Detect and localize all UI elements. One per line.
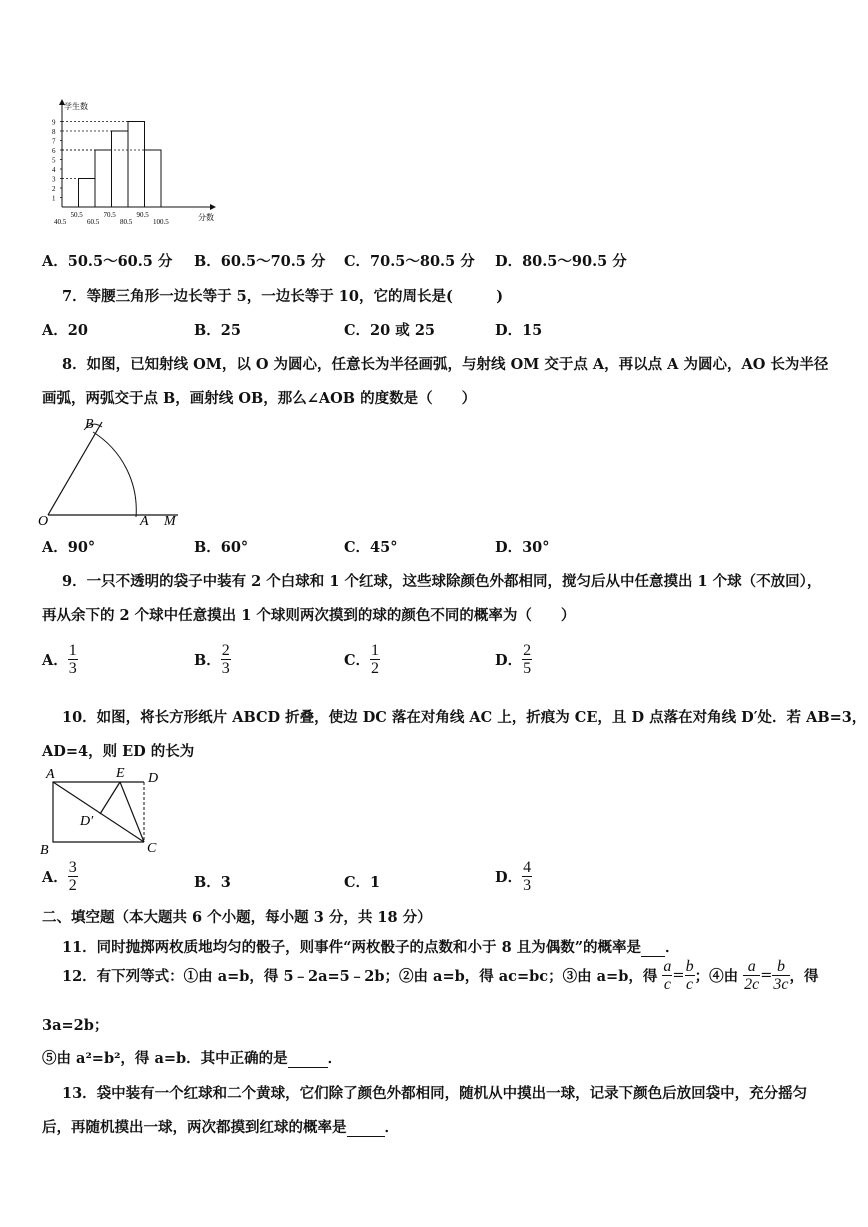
y-tick-label: 6 [52, 147, 56, 155]
y-tick-label: 5 [52, 156, 56, 165]
q11-text: 11．同时抛掷两枚质地均匀的骰子，则事件“两枚骰子的点数和小于 8 且为偶数”的概率是 [62, 939, 642, 956]
diagonal-ac [53, 782, 144, 842]
frac-denominator: 2c [744, 976, 760, 993]
frac-denominator: c [686, 976, 694, 993]
q8-option-d[interactable]: D．30° [495, 539, 550, 556]
q12-part2: ；④由 [694, 968, 739, 985]
q8-figure [38, 412, 188, 530]
q10-option-b[interactable]: B．3 [194, 874, 231, 891]
frac-numerator: a [743, 958, 760, 976]
q13-line2 [42, 1116, 399, 1137]
x-tick-label: 60.5 [87, 218, 100, 226]
q9-option-a-fraction [68, 642, 78, 677]
q9-option-a-label: A． [42, 652, 68, 669]
q7-option-c[interactable]: C．20 或 25 [344, 322, 435, 339]
q6-option-d[interactable]: D．80.5～90.5 分 [495, 253, 627, 270]
q10-option-c[interactable]: C．1 [344, 874, 381, 891]
frac-denominator: 2 [68, 877, 77, 894]
q13-answer-blank[interactable] [347, 1119, 385, 1137]
q12-line3 [42, 1047, 342, 1068]
y-tick-label: 4 [52, 166, 56, 174]
q10-option-a-fraction [68, 859, 78, 894]
q12-line1 [62, 958, 819, 993]
label-c: C [147, 841, 157, 856]
q11-answer-blank[interactable] [641, 939, 665, 957]
frac-numerator: 1 [68, 642, 77, 659]
crease-ce [120, 782, 144, 842]
q10-option-a[interactable] [42, 859, 78, 894]
histogram-chart [40, 95, 230, 233]
label-a: A [140, 514, 149, 529]
frac-denominator: 3c [773, 976, 789, 993]
x-tick-label: 90.5 [136, 211, 149, 219]
histogram-bar [95, 150, 112, 207]
q8-option-c[interactable]: C．45° [344, 539, 398, 556]
q10-option-d[interactable] [495, 859, 532, 894]
q11 [62, 936, 680, 957]
frac-numerator: b [685, 958, 694, 975]
q13-line1: 13．袋中装有一个红球和二个黄球，它们除了颜色外都相同，随机从中摸出一球，记录下颜色后放回袋中，充分摇匀 [62, 1085, 808, 1102]
q9-option-c-label: C． [344, 652, 371, 669]
q10-option-d-fraction [522, 859, 532, 894]
q7-stem: 7．等腰三角形一边长等于 5，一边长等于 10，它的周长是( ) [62, 288, 504, 305]
histogram-bar [145, 150, 162, 207]
q12-equals: = [672, 967, 685, 984]
y-tick-label: 9 [52, 118, 56, 127]
q9-option-d-label: D． [495, 652, 523, 669]
q7-option-d[interactable]: D．15 [495, 322, 543, 339]
q12-answer-blank[interactable] [288, 1050, 328, 1068]
q12-fraction-a-over-c [662, 958, 672, 993]
q12-fraction-a-over-2c [743, 958, 760, 993]
q9-stem-line1: 9．一只不透明的袋子中装有 2 个白球和 1 个红球，这些球除颜色外都相同，搅匀后从中任意摸出 1 个球（不放回）， [62, 573, 822, 590]
label-o: O [38, 514, 49, 529]
q13-line2-end: ． [384, 1119, 399, 1136]
frac-denominator: 5 [523, 660, 532, 677]
frac-numerator: 4 [523, 859, 532, 876]
q6-option-c[interactable]: C．70.5～80.5 分 [344, 253, 475, 270]
y-tick-label: 1 [52, 194, 56, 203]
arc-centered-o [93, 432, 136, 517]
q9-option-b-label: B． [194, 652, 221, 669]
q12-fraction-b-over-3c [772, 958, 789, 993]
q12-line3-text: ⑤由 a²=b²，得 a=b．其中正确的是 [42, 1050, 288, 1067]
q9-option-c-fraction [370, 642, 380, 677]
y-tick-label: 7 [52, 137, 56, 146]
ray-ob [48, 422, 102, 515]
section-heading-fill-in: 二、填空题（本大题共 6 个小题，每小题 3 分，共 18 分） [42, 909, 432, 926]
label-d: D [148, 771, 159, 786]
q12-line3-end: ． [327, 1050, 343, 1067]
q12-part3: ，得 [789, 968, 819, 985]
q9-option-b[interactable] [194, 642, 231, 677]
q6-option-a[interactable]: A．50.5～60.5 分 [42, 253, 173, 270]
q13-line2-text: 后，再随机摸出一球，两次都摸到红球的概率是 [42, 1119, 347, 1136]
x-axis-title: 分数 [198, 213, 214, 222]
x-tick-label: 40.5 [54, 218, 67, 226]
q9-option-c[interactable] [344, 642, 380, 677]
q9-option-a[interactable] [42, 642, 78, 677]
y-axis-title: 学生数 [64, 102, 88, 111]
q10-stem-line2: AD=4，则 ED 的长为 [42, 743, 195, 760]
label-d-prime: D′ [80, 814, 94, 829]
frac-denominator: 3 [221, 660, 230, 677]
frac-numerator: 1 [371, 642, 380, 659]
frac-numerator: a [663, 958, 672, 975]
label-b: B [40, 843, 49, 858]
label-a: A [46, 767, 55, 782]
histogram-bar [112, 131, 129, 207]
label-m: M [164, 514, 176, 529]
x-axis-arrow [210, 204, 216, 210]
q12-line2: 3a=2b； [42, 1017, 109, 1034]
y-tick-label: 2 [52, 185, 56, 193]
q7-option-a[interactable]: A．20 [42, 322, 88, 339]
label-e: E [116, 766, 125, 781]
frac-numerator: 3 [68, 859, 77, 876]
frac-numerator: 2 [221, 642, 230, 659]
q7-option-b[interactable]: B．25 [194, 322, 241, 339]
q9-option-d[interactable] [495, 642, 532, 677]
segment-ed-prime [100, 782, 120, 814]
x-tick-label: 100.5 [153, 218, 169, 226]
x-tick-label: 50.5 [70, 211, 83, 219]
q10-option-d-label: D． [495, 869, 523, 886]
q8-option-b[interactable]: B．60° [194, 539, 249, 556]
q9-option-b-fraction [221, 642, 231, 677]
q8-option-a[interactable]: A．90° [42, 539, 96, 556]
frac-denominator: 2 [371, 660, 380, 677]
q9-option-d-fraction [522, 642, 532, 677]
q11-end: ． [665, 939, 680, 956]
q9-stem-line2: 再从余下的 2 个球中任意摸出 1 个球则两次摸到的球的颜色不同的概率为（ ） [42, 607, 576, 624]
frac-denominator: c [663, 976, 671, 993]
q10-figure [36, 762, 170, 860]
label-b: B [85, 417, 94, 432]
frac-numerator: b [772, 958, 789, 976]
q8-stem-line1: 8．如图，已知射线 OM，以 O 为圆心，任意长为半径画弧，与射线 OM 交于点 A，再以点 A 为圆心，AO 长为半径 [62, 356, 829, 373]
y-tick-label: 3 [52, 175, 56, 184]
q10-option-a-label: A． [42, 869, 68, 886]
q8-stem-line2: 画弧，两弧交于点 B，画射线 OB，那么∠AOB 的度数是（ ） [42, 390, 477, 407]
q12-equals-2: = [760, 967, 773, 984]
frac-numerator: 2 [523, 642, 532, 659]
frac-denominator: 3 [68, 660, 77, 677]
q12-fraction-b-over-c [685, 958, 695, 993]
q6-option-b[interactable]: B．60.5～70.5 分 [194, 253, 326, 270]
y-tick-label: 8 [52, 128, 56, 136]
histogram-bar [128, 122, 145, 208]
x-tick-label: 80.5 [120, 218, 133, 226]
histogram-bar [79, 179, 96, 208]
q12-part1: 12．有下列等式：①由 a=b，得 5﹣2a=5﹣2b；②由 a=b，得 ac=bc；③由 a=b，得 [62, 968, 658, 985]
frac-denominator: 3 [523, 877, 532, 894]
x-tick-label: 70.5 [103, 211, 116, 219]
q10-stem-line1: 10．如图，将长方形纸片 ABCD 折叠，使边 DC 落在对角线 AC 上，折痕为 CE，且 D 点落在对角线 D′处．若 AB=3， [62, 709, 867, 726]
